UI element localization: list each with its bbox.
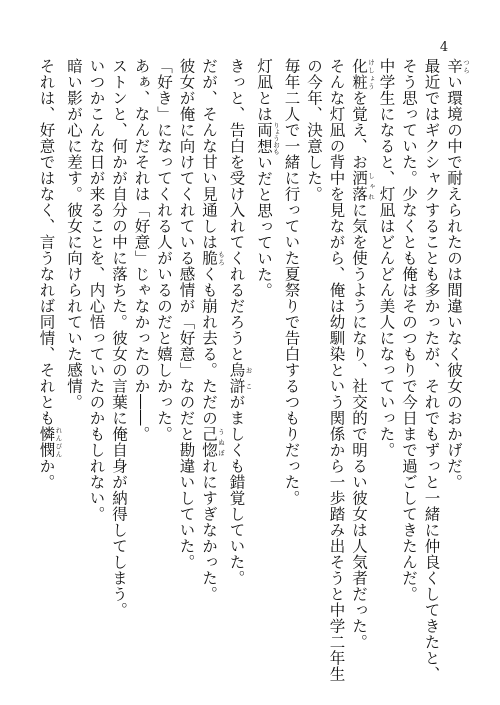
ruby-base: 辛 (445, 58, 463, 74)
text-line (35, 58, 63, 658)
text-segment: くも崩れ去る。ただの (200, 266, 218, 426)
text-segment: それは、好意ではなく、言うなれば同情、それとも (37, 58, 56, 426)
ruby-base: 憐憫 (37, 426, 56, 458)
text-segment: を覚え、お (350, 90, 368, 170)
text-segment: だが、そんな甘い見通しは (200, 58, 218, 250)
text-segment: か。 (37, 458, 56, 490)
text-segment: 灯凪とは (255, 58, 273, 122)
vertical-text-body (35, 58, 470, 682)
ruby-reading: りょうおも (272, 121, 280, 155)
ruby-annotation (350, 170, 375, 202)
ruby-reading: つら (462, 58, 470, 74)
ruby-base: 洒落 (350, 170, 368, 202)
text-line (303, 58, 326, 658)
ruby-base: 化粧 (350, 58, 368, 90)
ruby-annotation (350, 58, 375, 90)
text-segment: ストンと、何かが自分の中に落ちた。彼女の言葉に俺自身が納得してしまう。 (110, 58, 128, 618)
text-segment: に気を使うようになり、社交的で明るい彼女は人気者だった。 (350, 202, 368, 650)
ruby-reading: おこ (244, 362, 253, 394)
text-segment: れにすぎなかった。 (200, 458, 218, 602)
text-segment: がましくも錯覚していた。 (227, 394, 246, 586)
text-line (175, 58, 198, 658)
text-line (253, 58, 281, 658)
text-line (443, 58, 471, 658)
text-segment: 「好き」になってくれる人がいるのだと嬉しかった。 (155, 58, 173, 442)
text-line (108, 58, 131, 658)
ruby-base: 己惚 (200, 426, 218, 458)
text-segment: 暗い影が心に差す。彼女に向けられていた感情。 (65, 58, 83, 410)
text-segment: 中学生になると、灯凪はどんどん美人になっていった。 (377, 58, 396, 458)
ruby-reading: もろ (217, 250, 225, 266)
text-segment: いだと思っていた。 (255, 154, 273, 299)
text-segment: 彼女が俺に向けてくれている感情が「好意」なのだと勘違いしていた。 (177, 58, 196, 570)
text-segment: い環境の中で耐えられたのは間違いなく彼女のおかげだ。 (445, 74, 463, 490)
text-line (375, 58, 398, 658)
text-segment: そう思っていた。少なくとも俺はそのつもりで今日まで過ごしてきたんだ。 (400, 58, 418, 602)
text-line (325, 58, 348, 682)
text-segment: の今年、決意した。 (305, 58, 323, 202)
ruby-annotation (200, 250, 225, 266)
text-segment: きっと、告白を受け入れてくれるだろうと (227, 58, 246, 362)
text-line (280, 58, 303, 658)
text-line (225, 58, 253, 658)
text-line (85, 58, 108, 658)
ruby-reading: うぬぼ (217, 426, 225, 458)
ruby-reading: けしょう (367, 58, 375, 90)
ruby-annotation (255, 121, 280, 155)
text-segment: 毎年二人で一緒に行っていた夏祭りで告白するつもりだった。 (282, 58, 301, 506)
text-line (420, 58, 443, 682)
ruby-reading: れんびん (54, 426, 63, 458)
text-line (398, 58, 421, 658)
ruby-annotation (227, 362, 253, 394)
text-line (198, 58, 226, 658)
ruby-annotation (37, 426, 63, 458)
ruby-annotation (200, 426, 225, 458)
ruby-base: 脆 (200, 250, 218, 266)
ruby-annotation (445, 58, 470, 74)
text-line (153, 58, 176, 658)
page-number: 4 (439, 40, 449, 55)
text-line (63, 58, 86, 658)
text-segment: 最近ではギクシャクすることも多かったが、それでもずっと一緒に仲良くしてきたと、 (422, 58, 441, 682)
text-line (130, 58, 153, 658)
ruby-base: 両想 (255, 121, 273, 155)
text-line (348, 58, 376, 658)
text-segment: あぁ、なんだそれは「好意」じゃなかったのか――。 (132, 58, 151, 442)
text-segment: いつかこんな日が来ることを、内心悟っていたのかもしれない。 (87, 58, 106, 522)
ruby-base: 烏滸 (227, 362, 246, 394)
text-segment: そんな灯凪の背中を見ながら、俺は幼馴染という関係から一歩踏み出そうと中学二年生 (327, 58, 346, 682)
ruby-reading: しゃれ (367, 170, 375, 202)
